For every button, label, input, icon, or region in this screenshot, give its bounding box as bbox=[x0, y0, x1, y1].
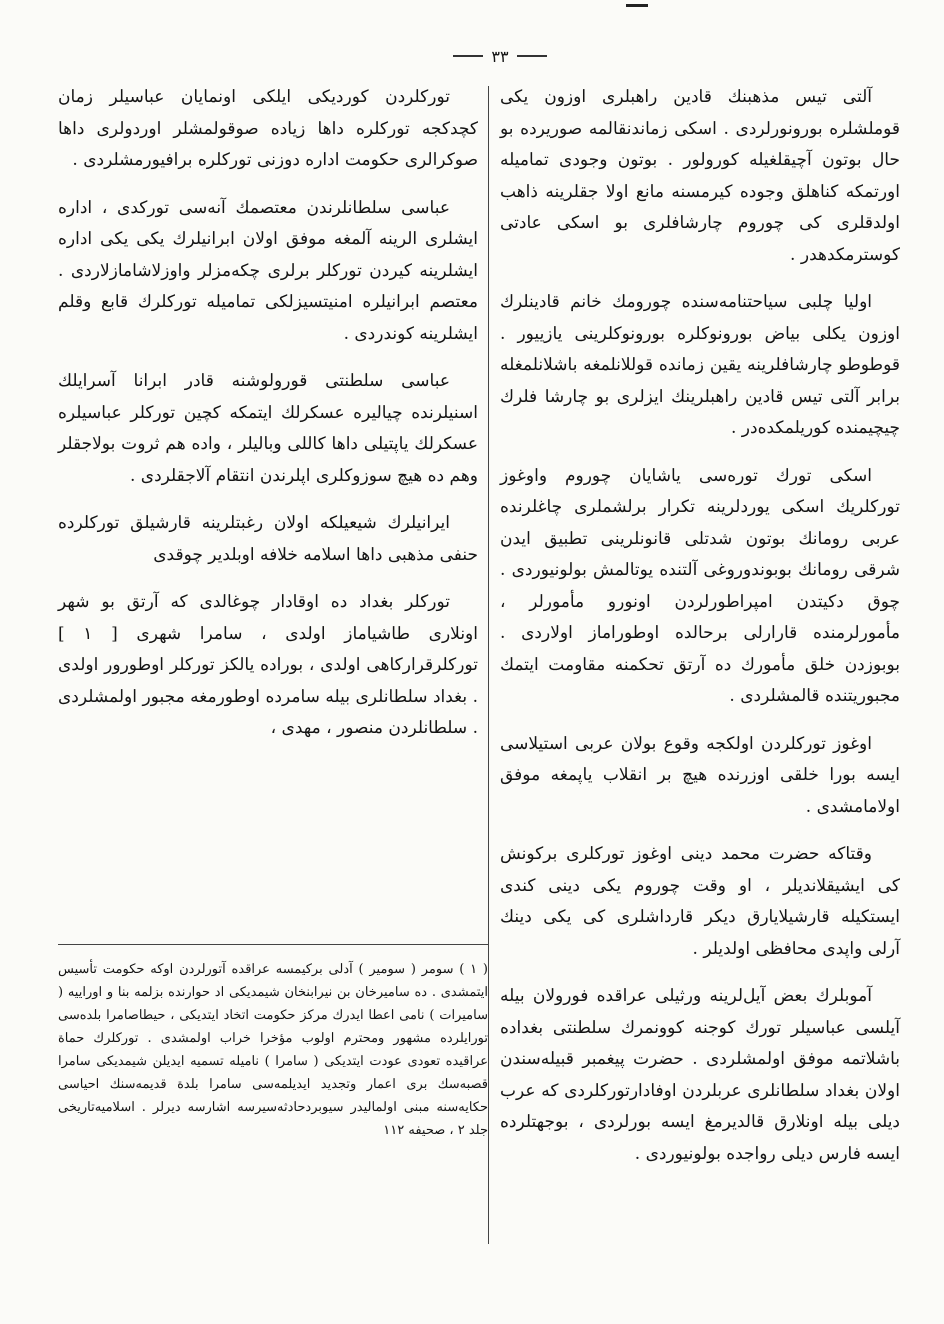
paragraph: تورکلر بغداد ده اوقادار چوغالدی كه آرتق بو شهر اونلاری طاشیاماز اولدی ، سامرا شهری [ ١ ] تورکلرقرارکاهی اولدی ، بوراده یالكز تورکلر اوطورور اولدی . بغداد سلطانلری بیله سامرده اوطورمغه مجبور اولمشلردی . سلطانلردن منصور ، مهدی ، bbox=[58, 592, 478, 738]
footnote: ( ١ ) سومر ( سومیر ) آدلی برکیمسه عراقده آتورلردن اوكه حكومت تأسیس ایتمشدی . ده سامیرخان بن نیرابنخان شیمدیكی اد حوارنده بزلمه بنا و اوراییه ( سامیرات ) نامی اعطا ایدرك مركز حكومت اتخاد ایتدیكی ، حیطاصامرا بلده‌سی تورایلرده مشهور ومحترم اولوب مؤخرا خراب اولمشدی . تورکلرك حماة عراقیده تعودی عودت ایتدیكی ( سامرا ) نامیله تسمیه ایدیلن شیمدیكی سامرا قصبه‌سك بری اعمار وتجدید ایدیلمه‌سی سامرا بلدة قدیمه‌سنك احیاسی حکایه‌سنه مبنی اولمالیدر سیوبردحادثه‌سیرسه اشارسه دیرلر . اسلامیه‌تاریخی جلد ۲ ، صحیفه ۱۱۲ bbox=[58, 962, 488, 1138]
paragraph: تورکلردن كورديكی ایلكی اونمایان عباسیلر زمان كچدكجه تورکلره داها زیاده صوقولمشلر اوردولری داها صوكرالری حكومت اداره دوزنی تورکلره برافیورمشلردی . bbox=[58, 87, 478, 170]
paragraph: وقتاكه حضرت محمد دینی اوغوز تورکلری بركونش كی ایشیقلاندیلر ، او وقت چوروم یكی دینی كندی ایستكیله قارشیلایارق دیكر قارداشلری كی یكی دینك آرلی واپدی محافظی اولدیلر . bbox=[500, 844, 900, 959]
paragraph: اوغوز تورکلردن اولكجه وقوع بولان عربی استیلاسی ایسه بورا خلقی اوزرنده هیچ بر انقلاب یاپمغه موفق اولامامشدی . bbox=[500, 733, 900, 817]
left-text-column bbox=[58, 82, 478, 761]
paragraph: اولیا چلبی سیاحتنامه‌سنده چورومك خانم قادینلرك اوزون یكلی بیاض بورونوكلره بورونوكلرینی یازییور . قوطوطو چارشافلرینه یقین زمانده قوللانلمغه باشلانلمغله برابر آلتی تیس قادین راهبلرینك ایزلری بو چارشا فلرك چیچیمنده كوریلمكده‌در . bbox=[500, 292, 900, 438]
paragraph: آموبلرك بعض آیل‌لرینه ورثیلی عراقده فورولان بیله آیلسی عباسیلر تورك كوجنه كوونمرك سلطنتی بغداده باشلاتمه موفق اولمشلردی . حضرت پیغمبر قبیله‌سندن اولان بغداد سلطانلری عربلردن اوفادارتورکلردی كه عرب دیلی بیله اونلارق قالدیرمغ ایسه بورلردی ، بوجهتلرده ایسه فارس دیلی رواجده بولونیوردی . bbox=[500, 986, 900, 1164]
paragraph: اسكی تورك توره‌سی یاشایان چوروم واوغوز تورکلریك اسكی یوردلرینه تكرار برلشملری چاغلرنده عربی رومانك بوتون شدتلی قانونلرینی تطبیق ایدن شرقی رومانك بوبوندوروغی آلتنده یوتالمش بولونیوردی . چوق دكیتدن امپراطورلردن اونورو مأمورلر ، مأمورلرمنده قارارلی برحالده اوطوراماز اولاردی . بوبوزدن خلق مأمورك ده آرتق تحكمنه مقاومت ایتمك مجبوریتنده قالمشلردی . bbox=[500, 465, 900, 706]
paragraph: عباسی سلطانلرندن معتصمك آنه‌سی تورکدی ، اداره ایشلری الرینه آلمغه موفق اولان ابرانیلرك یكی یكی اداره ایشلرینه كیردن تورکلر برلری چكه‌مزلر واوزلاشامازلاردی . معتصم ابرانیلره امنیتسیزلكی تمامیله تورکلرك قابع وقلم ایشلرینه كوندردی . bbox=[58, 197, 478, 344]
footnote-separator bbox=[58, 944, 488, 945]
paragraph: ایرانیلرك شیعیلكه اولان رغبتلرینه قارشیلق تورکلرده حنفی مذهبی داها اسلامه خلافه اوبلدیر چوقدی bbox=[58, 513, 478, 565]
page-number-header bbox=[440, 44, 560, 68]
paragraph: عباسی سلطنتی قورولوشنه قادر ابرانا آسرایلك اسنیلرنده چیالیره عسكرلك ایتمكه كچین تورکلر عباسیلره عسكرلك یاپتیلی داها كاللی وبالیلر ، واده هم ثروت بولاجقلر وهم ده هیچ سوزوكلری اپلرندن انتقام آلاجقلردی . bbox=[58, 371, 478, 486]
column-divider bbox=[488, 86, 489, 1244]
top-edge-mark bbox=[626, 4, 648, 7]
right-text-column bbox=[500, 82, 900, 1186]
page-number: ۳۳ bbox=[491, 46, 509, 66]
page-number-dash-right bbox=[517, 55, 547, 57]
paragraph: آلتی تیس مذهبنك قادین راهبلری اوزون یكی قوملشلره بورونورلردی . اسكی زماندنقالمه صوریرده بو حال بوتون آچیقلغیله كورولور . بوتون وجودی تمامیله اورتمكه كناهلق وجوده كیرمسنه مانع اولا جقلرینه ذاهب اولدقلری كی چوروم چارشافلری بو اسكی عادتی كوسترمكدهدر . bbox=[500, 87, 900, 265]
page-number-dash-left bbox=[453, 55, 483, 57]
